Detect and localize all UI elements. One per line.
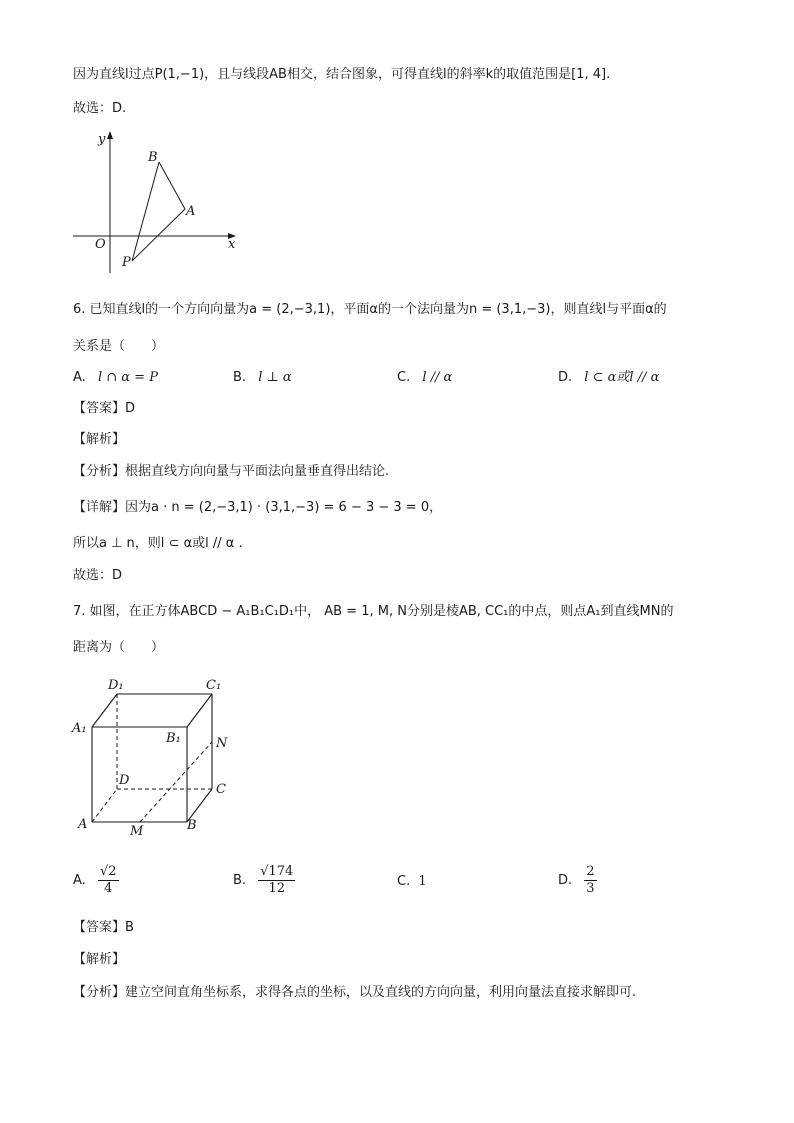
- label-N: N: [216, 736, 228, 751]
- option-letter: D.: [558, 873, 573, 888]
- q6-stem-line2: 关系是（ ）: [73, 339, 165, 354]
- q7-option-a: [73, 864, 119, 897]
- q7-analysis-heading: 【解析】: [73, 952, 126, 967]
- option-fraction: [258, 864, 295, 897]
- option-letter: D.: [558, 370, 573, 385]
- q6-option-a: [73, 369, 158, 387]
- option-letter: B.: [233, 873, 247, 888]
- q6-option-c: [397, 369, 452, 387]
- q7-option-b: [233, 864, 295, 897]
- q7-stem-line2: 距离为（ ）: [73, 640, 165, 655]
- option-fraction: [98, 864, 119, 897]
- q6-option-b: [233, 369, 292, 387]
- label-C: C: [216, 782, 226, 797]
- segment-PA: [132, 209, 185, 261]
- label-A1: A₁: [72, 721, 87, 736]
- option-letter: C.: [397, 874, 411, 889]
- fraction-denominator: 12: [268, 881, 286, 896]
- option-letter: A.: [73, 370, 86, 385]
- option-fraction: [584, 864, 596, 897]
- cube-figure: [70, 672, 240, 842]
- fraction-numerator: √2: [99, 864, 117, 879]
- point-P-label: P: [122, 255, 131, 270]
- q7-fenxi: 【分析】建立空间直角坐标系，求得各点的坐标，以及直线的方向向量，利用向量法直接求解即可.: [73, 985, 637, 1000]
- segment-BA: [159, 162, 185, 209]
- hidden-edge-AD: [92, 789, 117, 822]
- y-axis-arrow: [107, 131, 113, 139]
- point-A-label: A: [186, 204, 196, 219]
- segment-PB: [132, 162, 159, 261]
- option-letter: B.: [233, 370, 247, 385]
- q7-option-c: [397, 873, 427, 891]
- coordinate-graph: [60, 125, 260, 280]
- q6-detail: 【详解】因为a · n = (2,−3,1) · (3,1,−3) = 6 − 3 − 3 = 0，: [73, 500, 443, 515]
- label-C1: C₁: [206, 678, 222, 693]
- q6-answer: 【答案】D: [73, 401, 136, 416]
- segment-MN: [140, 742, 212, 822]
- label-B1: B₁: [166, 731, 181, 746]
- option-text: 1: [418, 874, 427, 889]
- point-B-label: B: [148, 150, 158, 165]
- label-A: A: [78, 817, 88, 832]
- fraction-denominator: 3: [586, 881, 595, 896]
- option-letter: C.: [397, 370, 411, 385]
- fraction-denominator: 4: [104, 881, 113, 896]
- q6-option-d: [558, 369, 659, 387]
- x-label: x: [228, 237, 236, 252]
- origin-label: O: [95, 237, 106, 252]
- q6-conclusion: 所以a ⊥ n，则l ⊂ α或l // α .: [73, 536, 243, 551]
- label-D: D: [119, 773, 130, 788]
- option-text: l ⊥ α: [258, 370, 292, 385]
- q6-analysis-heading: 【解析】: [73, 432, 126, 447]
- option-text: l ⊂ α或l // α: [584, 370, 660, 385]
- q6-stem-line1: 6. 已知直线l的一个方向向量为a = (2,−3,1)，平面α的一个法向量为n = (3,1,−3)，则直线l与平面α的: [73, 302, 667, 317]
- label-D1: D₁: [108, 678, 124, 693]
- solution-text-line: 因为直线l过点P(1,−1)，且与线段AB相交，结合图象，可得直线l的斜率k的取值范围是[1, 4].: [73, 67, 611, 82]
- edge-B1C1: [187, 694, 212, 727]
- option-text: l ∩ α = P: [97, 370, 158, 385]
- option-letter: A.: [73, 873, 86, 888]
- y-label: y: [98, 132, 106, 147]
- q7-option-d: [558, 864, 597, 897]
- answer-choice-line: 故选：D.: [73, 101, 127, 116]
- edge-A1D1: [92, 694, 117, 727]
- fraction-numerator: √174: [260, 864, 294, 879]
- label-M: M: [130, 824, 144, 839]
- q7-answer: 【答案】B: [73, 920, 134, 935]
- q6-choose: 故选：D: [73, 568, 123, 583]
- option-text: l // α: [422, 370, 453, 385]
- q7-stem-line1: 7. 如图，在正方体ABCD − A₁B₁C₁D₁中， AB = 1, M, N分别是棱AB, CC₁的中点，则点A₁到直线MN的: [73, 604, 674, 619]
- q6-fenxi: 【分析】根据直线方向向量与平面法向量垂直得出结论.: [73, 464, 390, 479]
- fraction-numerator: 2: [586, 864, 595, 879]
- label-B: B: [187, 818, 197, 833]
